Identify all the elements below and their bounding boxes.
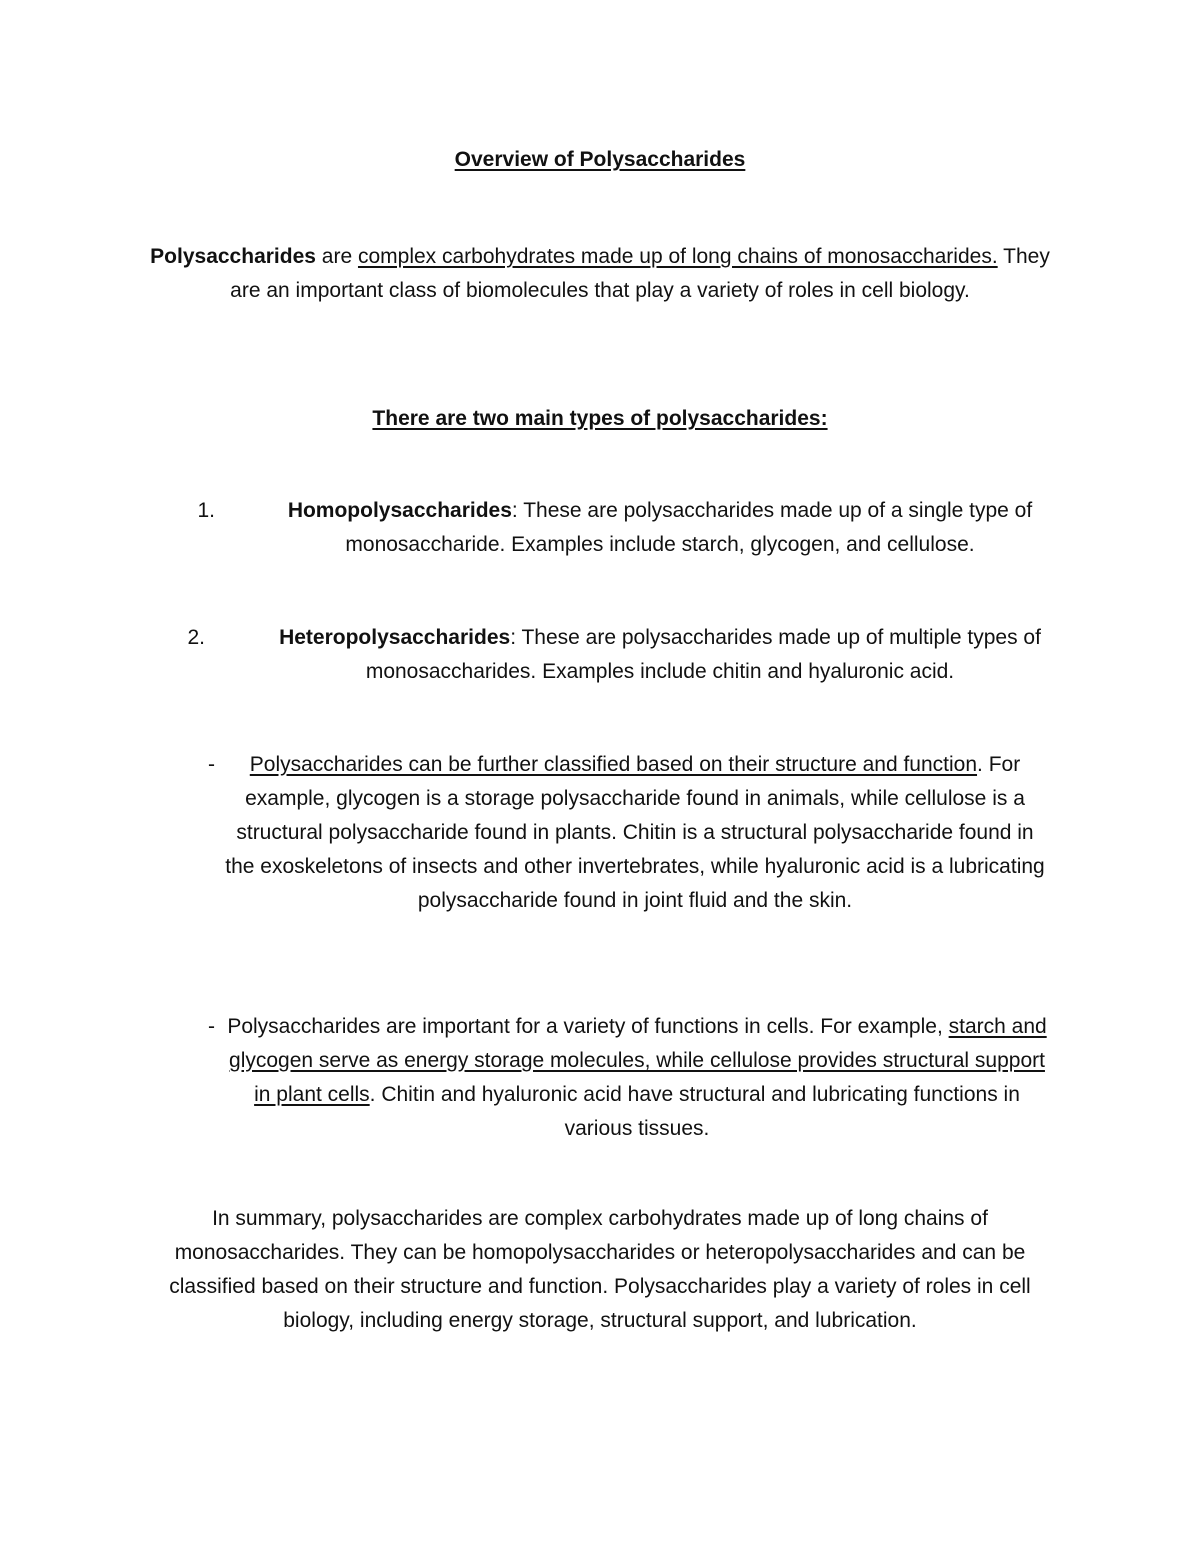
list-marker-1: 1. (197, 499, 215, 522)
bullet-marker-1: - (208, 753, 215, 776)
list-item-term: Homopolysaccharides (287, 499, 512, 522)
bullet-text-after: . Chitin and hyaluronic acid have structural and lubricating functions in various tissues. (369, 1083, 1020, 1140)
summary-paragraph: In summary, polysaccharides are complex carbohydrates made up of long chains of monosaccharides. They can be homopolysaccharides or heteropolysaccharides and can be classified based on their structure and function. Polysaccharides play a variety of roles in cell biology, including energy storage, structural support, and lubrication. (169, 1207, 1031, 1332)
bullet-underlined: Polysaccharides can be further classified based on their structure and function (249, 753, 978, 776)
intro-paragraph (150, 240, 1050, 308)
document-title: Overview of Polysaccharides (454, 148, 746, 171)
bullet-marker-2: - (208, 1015, 215, 1038)
types-heading: There are two main types of polysaccharides: (372, 407, 828, 430)
intro-text-2: They are an important class of biomolecules that play a variety of roles in cell biology. (230, 245, 1050, 302)
list-marker-2: 2. (187, 626, 205, 649)
list-item-homopolysaccharides (265, 494, 1055, 562)
intro-underlined: complex carbohydrates made up of long chains of monosaccharides. (357, 245, 998, 268)
bullet-text: . For example, glycogen is a storage polysaccharide found in animals, while cellulose is a structural polysaccharide found in plants. Chitin is a structural polysaccharide found in the exoskeletons of insects and other invertebrates, while hyaluronic acid is a lubricating polysaccharide found in joint fluid and the skin. (225, 753, 1045, 912)
bullet-underlined: starch and glycogen serve as energy storage molecules, while cellulose provides structural support in plant cells (229, 1015, 1047, 1106)
list-item-term: Heteropolysaccharides (279, 626, 511, 649)
bullet-text-before: Polysaccharides are important for a variety of functions in cells. For example, (227, 1015, 949, 1038)
list-item-text: : These are polysaccharides made up of multiple types of monosaccharides. Examples include chitin and hyaluronic acid. (365, 626, 1041, 683)
bullet-functions (222, 1010, 1052, 1146)
list-item-heteropolysaccharides (250, 621, 1070, 689)
bullet-classification (225, 748, 1045, 918)
intro-term: Polysaccharides (150, 245, 316, 268)
intro-text-1: are (315, 245, 358, 268)
list-item-text: : These are polysaccharides made up of a single type of monosaccharide. Examples include starch, glycogen, and cellulose. (345, 499, 1033, 556)
